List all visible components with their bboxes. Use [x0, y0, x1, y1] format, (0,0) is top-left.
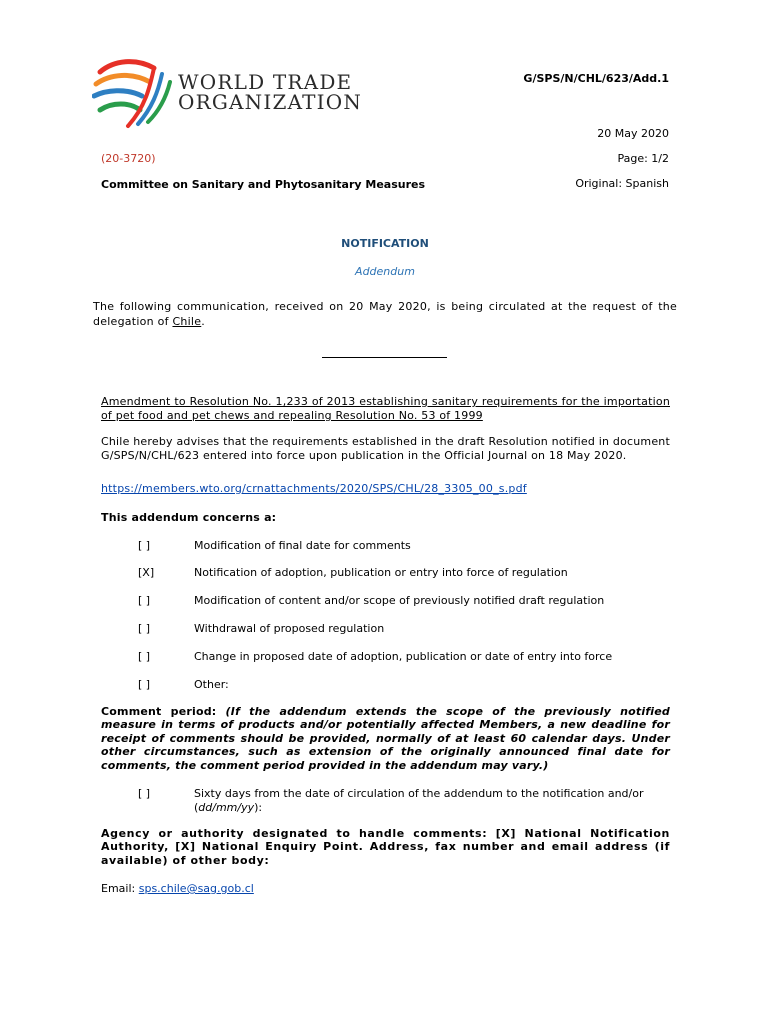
option-label: Withdrawal of proposed regulation: [194, 622, 385, 635]
option-checkbox: [ ]: [138, 539, 151, 552]
measure-description: Chile hereby advises that the requirements established in the draft Resolution notified in document G/SPS/N/CHL/623 entered into force upon publication in the Official Journal on 18 May 2020.: [101, 435, 670, 462]
wto-emblem-icon: [92, 56, 174, 130]
concerns-heading: This addendum concerns a:: [101, 511, 277, 524]
separator-line: [322, 357, 447, 358]
document-link[interactable]: https://members.wto.org/crnattachments/2020/SPS/CHL/28_3305_00_s.pdf: [101, 482, 527, 495]
comment-period-text: (If the addendum extends the scope of the previously notified measure in terms of products and/or potentially affected Members, a new deadline for receipt of comments should be provided, normally of at least 60 calendar days. Under other circumstances, such as extension of the originally announced final date for comments, the comment period provided in the addendum may vary.): [101, 705, 671, 772]
option-label: Change in proposed date of adoption, publication or date of entry into force: [194, 650, 613, 663]
notification-title: NOTIFICATION: [341, 237, 429, 250]
document-date: 20 May 2020: [597, 127, 669, 140]
logo-line-1: WORLD TRADE: [178, 70, 353, 94]
date-format: dd/mm/yy: [198, 801, 255, 814]
sixty-days-format: (dd/mm/yy):: [194, 801, 263, 814]
intro-end: .: [201, 315, 206, 328]
committee-name: Committee on Sanitary and Phytosanitary Measures: [101, 178, 426, 191]
wto-logo: [92, 56, 363, 130]
intro-paragraph: [93, 299, 677, 329]
addendum-subtitle: Addendum: [355, 265, 415, 278]
option-label: Modification of final date for comments: [194, 539, 411, 552]
intro-country: Chile: [172, 315, 202, 328]
document-symbol: G/SPS/N/CHL/623/Add.1: [523, 72, 669, 85]
email-label: Email:: [101, 882, 139, 895]
comment-period: [101, 705, 670, 772]
page-indicator: Page: 1/2: [617, 152, 669, 165]
agency-paragraph: Agency or authority designated to handle comments: [X] National Notification Authority, [X] National Enquiry Point. Address, fax number and email address (if available) of other body:: [101, 827, 670, 867]
sixty-days-line: Sixty days from the date of circulation of the addendum to the notification and/or: [194, 787, 644, 800]
logo-line-2: ORGANIZATION: [178, 90, 363, 114]
document-number: (20-3720): [101, 152, 156, 165]
option-checkbox: [X]: [138, 566, 155, 579]
email-line: [101, 882, 254, 895]
wto-logo-text: [178, 72, 362, 112]
option-checkbox: [ ]: [138, 650, 151, 663]
option-checkbox: [ ]: [138, 622, 151, 635]
sixty-days-checkbox: [ ]: [138, 787, 151, 800]
comment-period-label: Comment period:: [101, 705, 217, 718]
option-label: Modification of content and/or scope of previously notified draft regulation: [194, 594, 605, 607]
sixty-days-text: [194, 787, 674, 815]
option-checkbox: [ ]: [138, 594, 151, 607]
intro-text: The following communication, received on 20 May 2020, is being circulated at the request of the delegation of: [93, 300, 677, 328]
email-link[interactable]: sps.chile@sag.gob.cl: [138, 882, 254, 895]
measure-title: Amendment to Resolution No. 1,233 of 2013 establishing sanitary requirements for the importation of pet food and pet chews and repealing Resolution No. 53 of 1999: [101, 395, 670, 422]
original-language: Original: Spanish: [575, 177, 669, 190]
option-checkbox: [ ]: [138, 678, 151, 691]
option-label: Other:: [194, 678, 229, 691]
option-label: Notification of adoption, publication or entry into force of regulation: [194, 566, 568, 579]
